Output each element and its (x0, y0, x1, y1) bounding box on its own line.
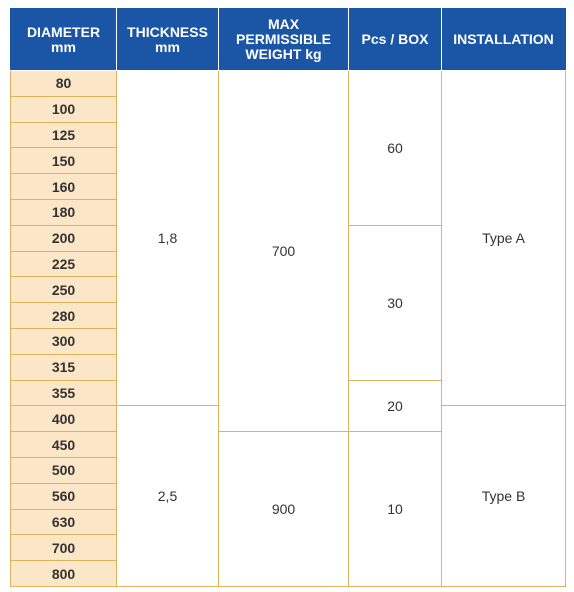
diameter-cell: 225 (11, 251, 117, 277)
table-header (11, 9, 566, 71)
diameter-cell: 450 (11, 432, 117, 458)
header-diameter-line1: DIAMETER (26, 23, 101, 40)
weight-cell: 700 (219, 71, 349, 432)
diameter-cell: 500 (11, 457, 117, 483)
header-installation-label: INSTALLATION (453, 31, 554, 47)
diameter-cell: 250 (11, 277, 117, 303)
diameter-cell: 160 (11, 174, 117, 200)
diameter-cell: 150 (11, 148, 117, 174)
diameter-cell: 100 (11, 96, 117, 122)
thickness-cell: 2,5 (117, 406, 219, 587)
pcs-cell: 60 (349, 71, 442, 226)
diameter-cell: 315 (11, 354, 117, 380)
header-thickness (117, 9, 219, 71)
diameter-cell: 400 (11, 406, 117, 432)
header-pcs-label: Pcs / BOX (361, 31, 429, 47)
diameter-cell: 200 (11, 225, 117, 251)
header-weight-line3: WEIGHT kg (245, 46, 322, 62)
diameter-cell: 125 (11, 122, 117, 148)
header-weight (219, 9, 349, 71)
header-diameter (11, 9, 117, 71)
diameter-cell: 560 (11, 483, 117, 509)
header-diameter-line2: mm (51, 38, 76, 55)
specification-table (10, 8, 566, 587)
diameter-cell: 180 (11, 199, 117, 225)
diameter-cell: 800 (11, 561, 117, 587)
installation-cell: Type B (442, 406, 566, 587)
header-weight-line2: PERMISSIBLE (236, 31, 331, 47)
diameter-cell: 700 (11, 535, 117, 561)
table-body (11, 71, 566, 587)
header-weight-line1: MAX (267, 16, 300, 32)
pcs-cell: 10 (349, 432, 442, 587)
diameter-cell: 355 (11, 380, 117, 406)
diameter-cell: 300 (11, 328, 117, 354)
header-thickness-line1: THICKNESS (127, 23, 208, 40)
thickness-cell: 1,8 (117, 71, 219, 406)
diameter-cell: 630 (11, 509, 117, 535)
header-installation (442, 9, 566, 71)
header-thickness-line2: mm (155, 38, 180, 55)
pcs-cell: 30 (349, 225, 442, 380)
diameter-cell: 80 (11, 71, 117, 97)
installation-cell: Type A (442, 71, 566, 406)
diameter-cell: 280 (11, 303, 117, 329)
pcs-cell: 20 (349, 380, 442, 432)
weight-cell: 900 (219, 432, 349, 587)
table-row (11, 71, 566, 97)
header-pcs-per-box (349, 9, 442, 71)
